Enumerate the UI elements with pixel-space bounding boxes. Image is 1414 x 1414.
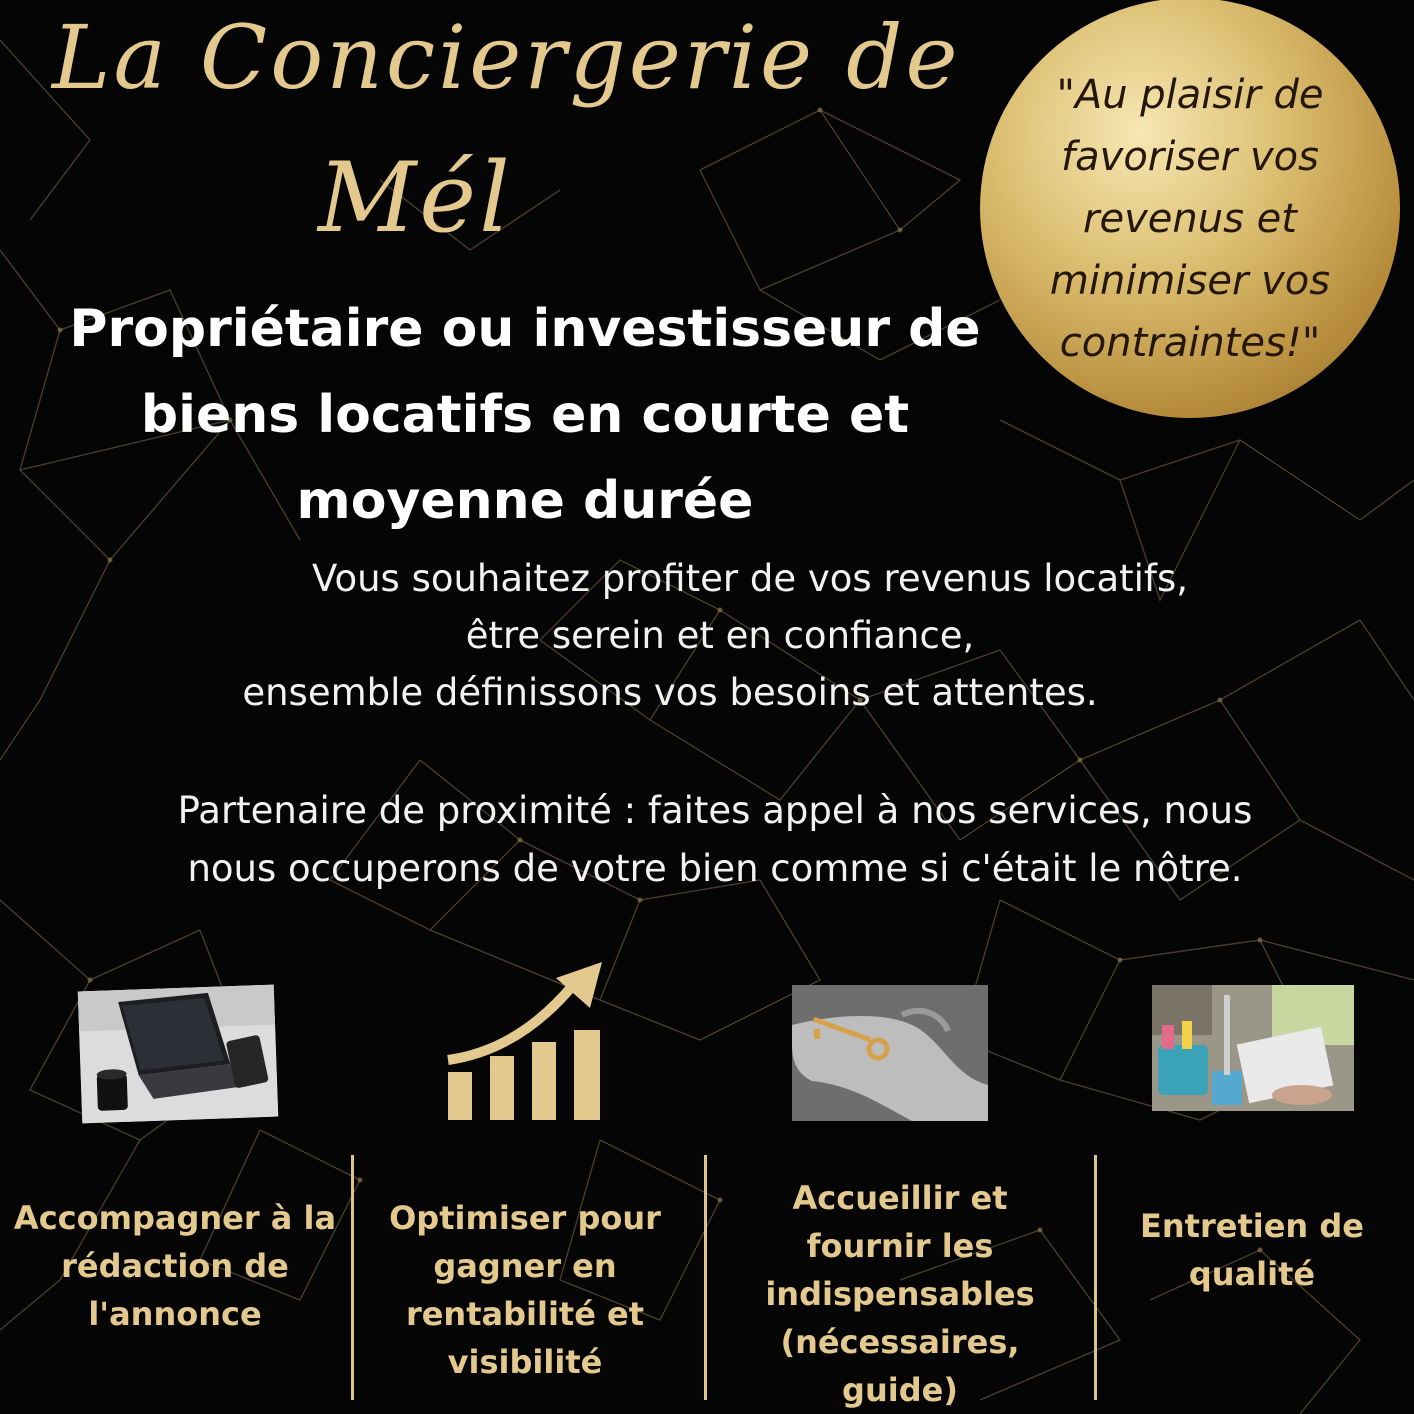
service-label-optimize: Optimiser pour gagner en rentabilité et visibilité: [389, 1199, 661, 1381]
brand-title: La Conciergerie de: [52, 6, 961, 109]
intro-line: ensemble définissons vos besoins et attentes.: [242, 671, 1098, 714]
partner-paragraph: [90, 782, 1340, 898]
key-in-hand-photo: [792, 985, 988, 1121]
service-label-cleaning: Entretien de qualité: [1140, 1207, 1364, 1293]
headline-line: Propriétaire ou investisseur de: [69, 299, 981, 359]
growth-chart-icon: [444, 960, 604, 1124]
column-divider: [1094, 1155, 1097, 1400]
laptop-photo: [78, 985, 278, 1124]
column-divider: [704, 1155, 707, 1400]
cleaning-photo: [1152, 985, 1354, 1111]
partner-line: Partenaire de proximité : faites appel à nos services, nous: [177, 789, 1253, 832]
service-label-listing: Accompagner à la rédaction de l'annonce: [13, 1199, 337, 1333]
headline: [30, 286, 1020, 544]
quote-badge: [980, 0, 1400, 418]
column-divider: [351, 1155, 354, 1400]
intro-line: être serein et en confiance,: [465, 614, 975, 657]
headline-line: biens locatifs en courte et: [140, 385, 910, 445]
intro-paragraph: [90, 550, 1350, 721]
headline-line: moyenne durée: [296, 471, 754, 531]
brand-title-name: Mél: [318, 142, 513, 254]
quote-text: "Au plaisir de favoriser vos revenus et minimiser vos contraintes!": [1049, 72, 1331, 366]
intro-line: Vous souhaitez profiter de vos revenus locatifs,: [312, 557, 1188, 600]
partner-line: nous occuperons de votre bien comme si c'était le nôtre.: [187, 847, 1243, 890]
service-label-welcome: Accueillir et fournir les indispensables (nécessaires, guide): [765, 1179, 1035, 1409]
